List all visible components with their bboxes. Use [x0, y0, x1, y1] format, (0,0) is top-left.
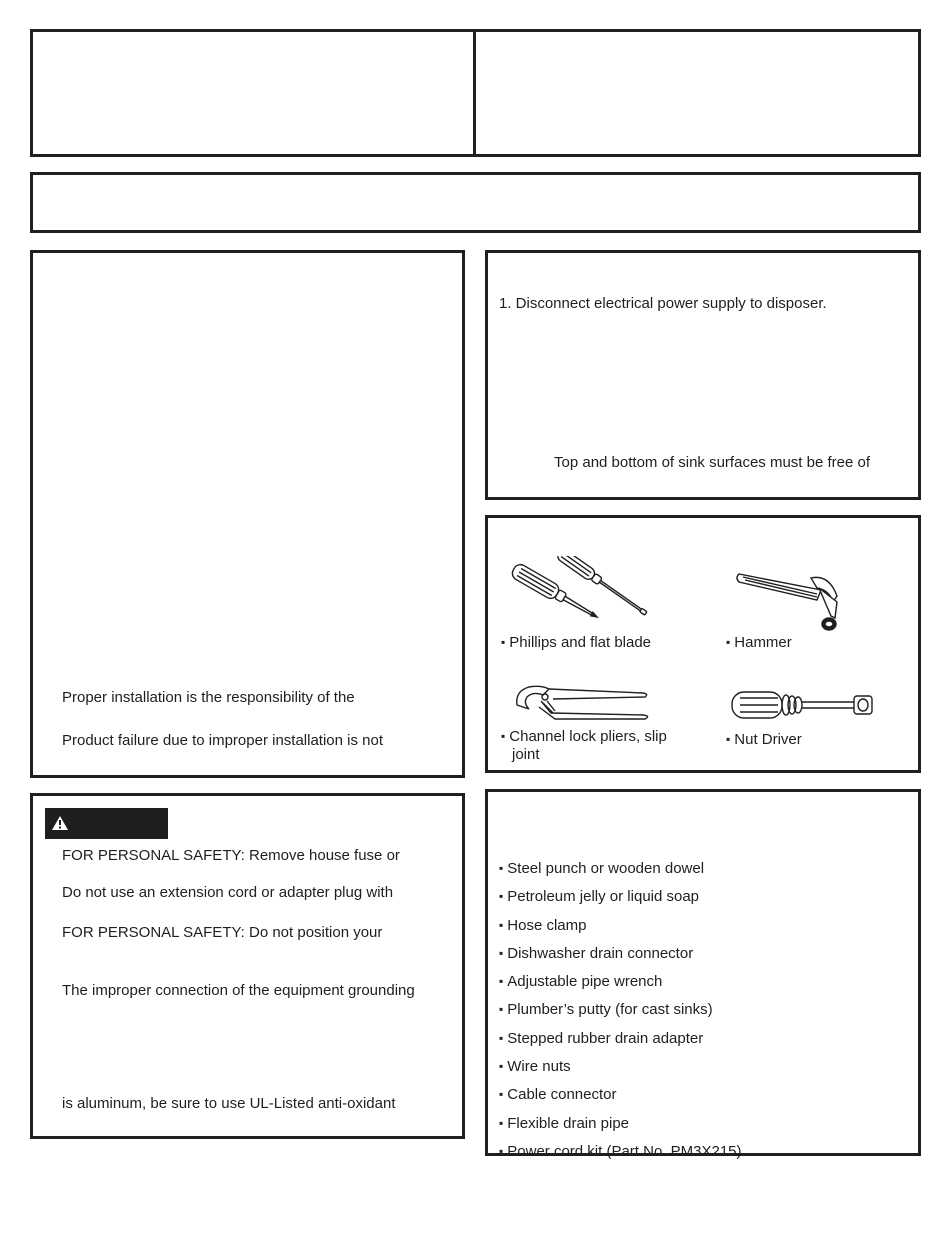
supply-item: ▪ Dishwasher drain connector: [499, 940, 742, 968]
warning-line-1: FOR PERSONAL SAFETY: Remove house fuse or: [62, 847, 400, 864]
supply-item: ▪ Adjustable pipe wrench: [499, 968, 742, 996]
supply-item: ▪ Power cord kit (Part No. PM3X215): [499, 1138, 742, 1166]
tool-label-nut-driver: ▪ Nut Driver: [726, 731, 802, 749]
supplies-panel: [485, 789, 921, 1160]
supply-item: ▪ Plumber’s putty (for cast sinks): [499, 996, 742, 1024]
header-band-box: [30, 172, 921, 233]
supply-item: ▪ Steel punch or wooden dowel: [499, 855, 742, 883]
steps-panel: [485, 250, 921, 500]
tools-panel: [485, 515, 921, 773]
supply-item: ▪ Cable connector: [499, 1081, 742, 1109]
supply-item: ▪ Hose clamp: [499, 912, 742, 940]
hammer-icon: [733, 568, 848, 636]
supply-item: ▪ Petroleum jelly or liquid soap: [499, 883, 742, 911]
intro-line-1: Proper installation is the responsibility of the: [62, 689, 355, 706]
nut-driver-icon: [728, 688, 878, 724]
pliers-icon: [513, 683, 658, 723]
warning-line-4: The improper connection of the equipment grounding: [62, 982, 415, 999]
warning-triangle-icon: [52, 816, 68, 830]
header-right-box: [473, 29, 921, 157]
supply-item: ▪ Wire nuts: [499, 1053, 742, 1081]
warning-line-2: Do not use an extension cord or adapter plug with: [62, 884, 394, 901]
intro-line-2: Product failure due to improper installation is not: [62, 732, 384, 749]
warning-panel: [30, 793, 465, 1139]
tool-label-pliers-line2: joint: [512, 746, 540, 763]
supply-item: ▪ Flexible drain pipe: [499, 1110, 742, 1138]
tool-label-hammer: ▪ Hammer: [726, 634, 792, 652]
sink-surface-note: Top and bottom of sink surfaces must be free of: [554, 454, 870, 471]
supplies-list: [499, 855, 742, 1166]
intro-panel: [30, 250, 465, 778]
screwdrivers-icon: [506, 556, 676, 634]
supply-item: ▪ Stepped rubber drain adapter: [499, 1025, 742, 1053]
warning-line-3: FOR PERSONAL SAFETY: Do not position your: [62, 924, 383, 941]
warning-line-5: is aluminum, be sure to use UL-Listed anti-oxidant: [62, 1095, 396, 1112]
header-left-box: [30, 29, 476, 157]
step-1: 1. Disconnect electrical power supply to disposer.: [499, 295, 827, 312]
tool-label-pliers-line1: ▪ Channel lock pliers, slip: [501, 728, 667, 746]
warning-badge: [45, 808, 168, 839]
tool-label-screwdrivers: ▪ Phillips and flat blade: [501, 634, 651, 652]
